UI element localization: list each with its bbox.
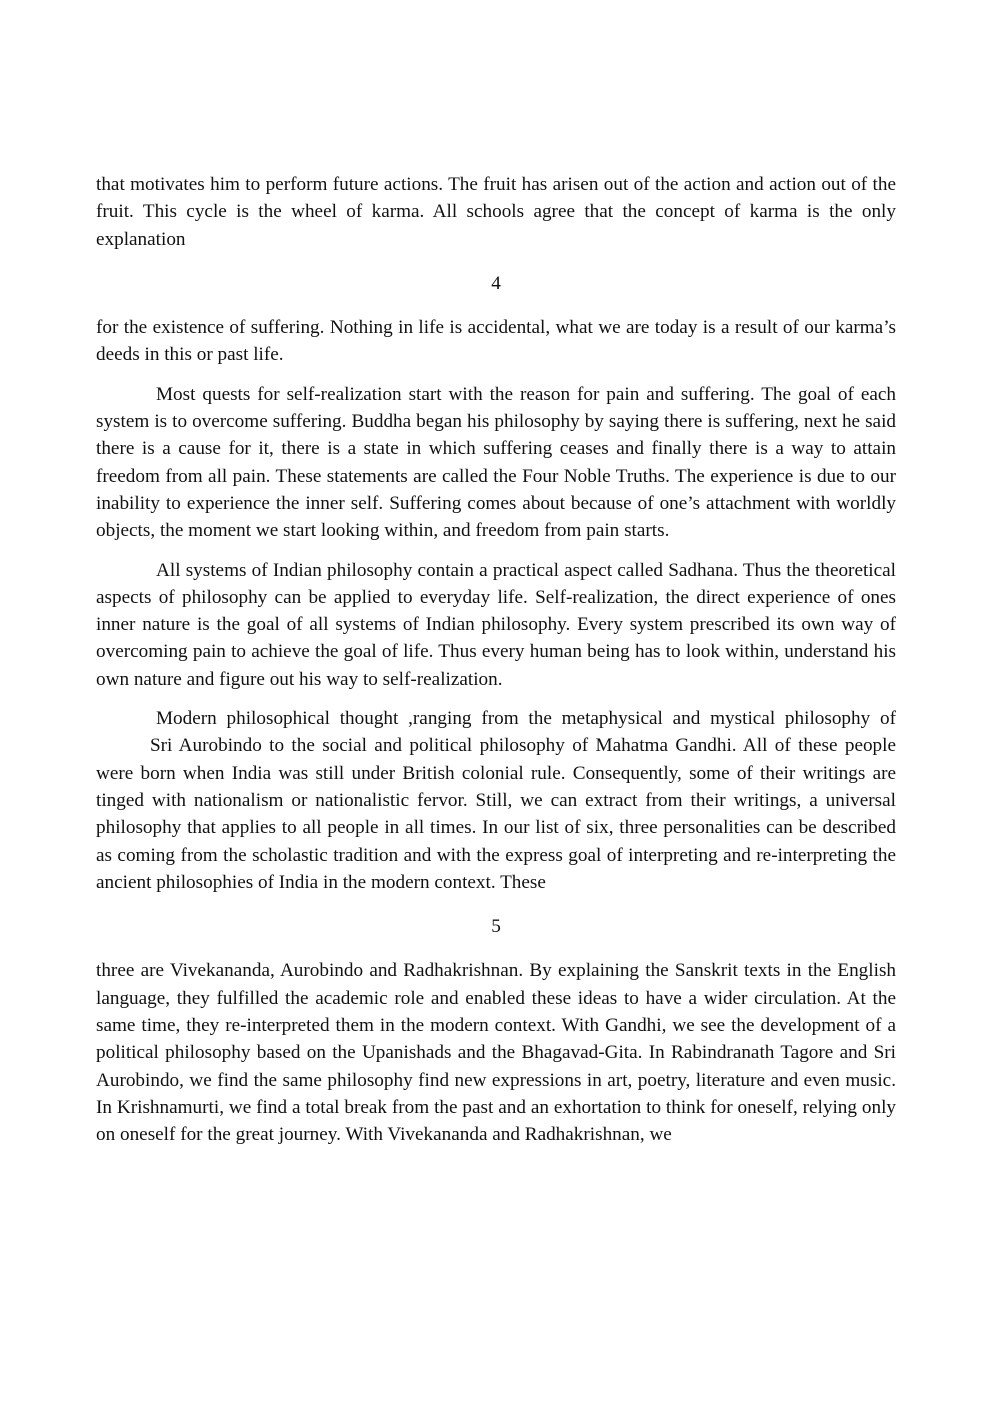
paragraph-sadhana: All systems of Indian philosophy contain a practical aspect called Sadhana. Thus the theoretical aspects of philosophy can be applied to everyday life. Self-realization, the direct experience of ones inner nature is the goal of all systems of Indian philosophy. Every system prescribed its own way of overcoming pain to achieve the goal of life. Thus every human being has to look within, understand his own nature and figure out his way to self-realization. (96, 559, 896, 690)
paragraph-karma-explanation: that motivates him to perform future actions. The fruit has arisen out of the action and action out of the fruit. This cycle is the wheel of karma. All schools agree that the concept of karma is the only explanation (96, 174, 896, 250)
page-number: 5 (491, 916, 501, 938)
document-page (96, 171, 896, 1149)
paragraph-vivekananda-aurobindo: three are Vivekananda, Aurobindo and Radhakrishnan. By explaining the Sanskrit texts in the English language, they fulfilled the academic role and enabled these ideas to have a wider circulation. At the same time, they re-interpreted them in the modern context. With Gandhi, we see the development of a political philosophy based on the Upanishads and the Bhagavad-Gita. In Rabindranath Tagore and Sri Aurobindo, we find the same philosophy find new expressions in art, poetry, literature and even music. In Krishnamurti, we find a total break from the past and an exhortation to think for oneself, relying only on oneself for the great journey. With Vivekananda and Radhakrishnan, we (96, 960, 896, 1146)
paragraph-self-realization-quests: Most quests for self-realization start with the reason for pain and suffering. The goal of each system is to overcome suffering. Buddha began his philosophy by saying there is suffering, next he said there is a cause for it, there is a state in which suffering ceases and finally there is a way to attain freedom from all pain. These statements are called the Four Noble Truths. The experience is due to our inability to experience the inner self. Suffering comes about because of one’s attachment with worldly objects, the moment we start looking within, and freedom from pain starts. (96, 383, 896, 542)
paragraph-modern-philosophical-thought (96, 705, 896, 896)
paragraph-text-part: Sri Aurobindo to the social and political philosophy of Mahatma Gandhi. All of these people were born when India was still under British colonial rule. Consequently, some of their writings are tinged with nationalism or nationalistic fervor. Still, we can extract from their writings, a universal philosophy that applies to all people in all times. In our list of six, three personalities can be described as coming from the scholastic tradition and with the express goal of interpreting and re-interpreting the ancient philosophies of India in the modern context. These (96, 735, 896, 893)
paragraph-text-part: Modern philosophical thought ,ranging from the metaphysical and mystical philosophy of (156, 708, 896, 730)
page-number: 4 (491, 272, 501, 294)
paragraph-existence-of-suffering: for the existence of suffering. Nothing in life is accidental, what we are today is a result of our karma’s deeds in this or past life. (96, 317, 896, 366)
